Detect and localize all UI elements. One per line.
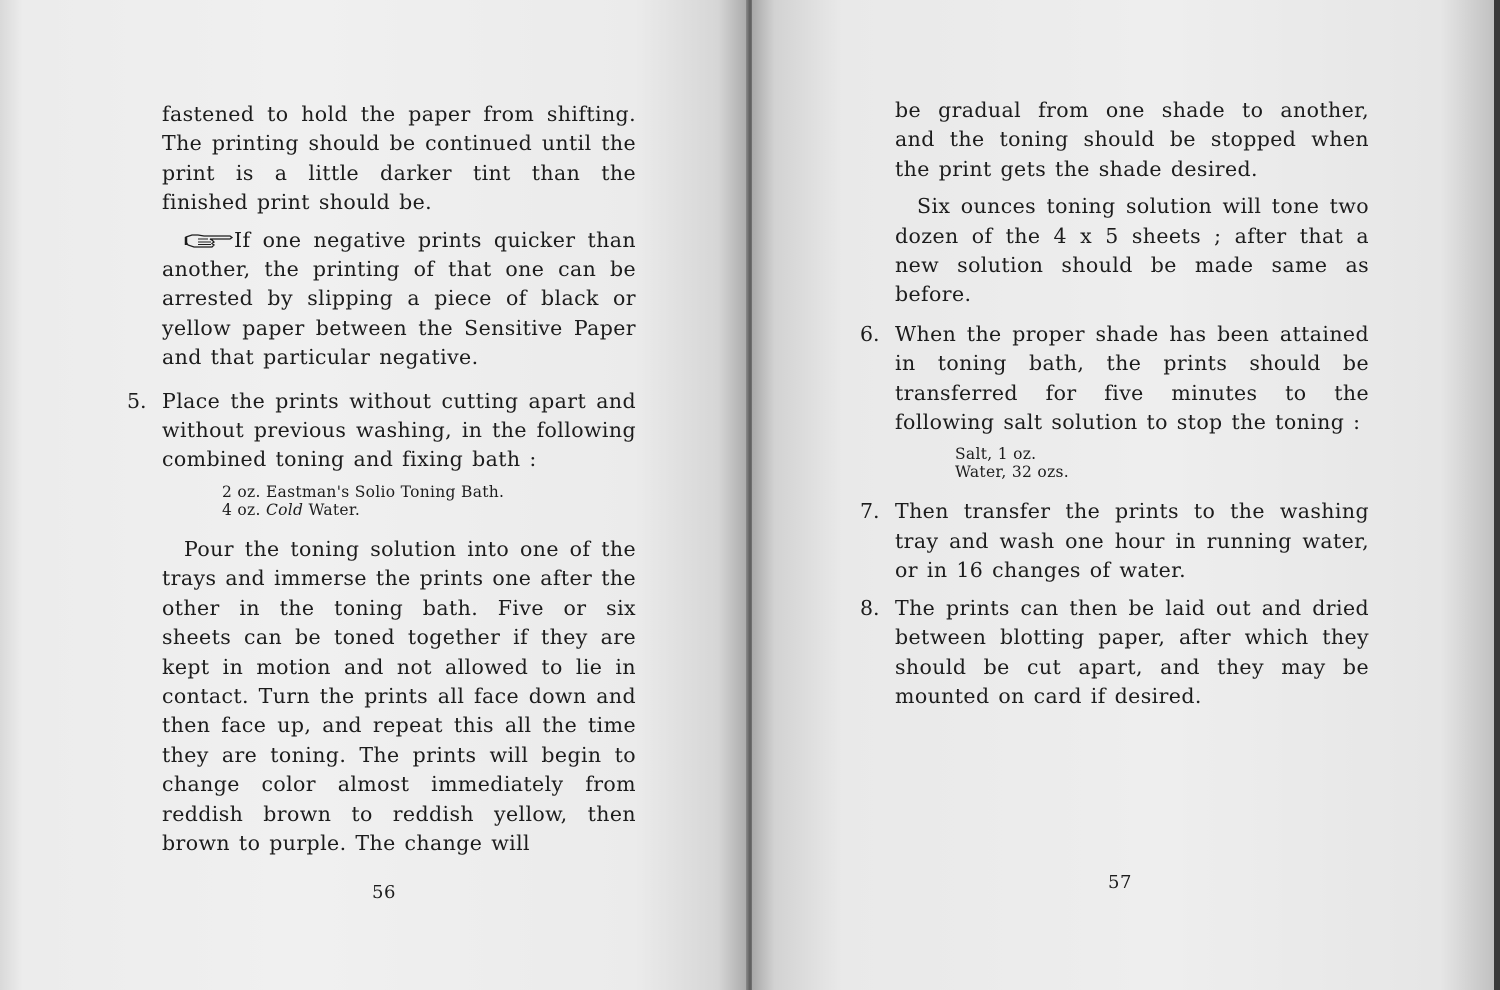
toning-bath-formula [222, 483, 636, 519]
page-number: 56 [372, 882, 396, 903]
paragraph: fastened to hold the paper from shifting. The printing should be continued until the print is a little darker tint than the finished print should be. [162, 102, 636, 215]
step-6 [860, 320, 1369, 438]
step-text: Place the prints without cutting apart and without previous washing, in the following combined toning and fixing bath : [162, 388, 636, 472]
step-7 [860, 497, 1369, 585]
formula-quantity: 4 oz. [222, 500, 261, 519]
step-8 [860, 594, 1369, 712]
formula-ingredient: Water. [308, 500, 361, 519]
step-number: 8. [860, 595, 880, 620]
step-text: When the proper shade has been attained in toning bath, the prints should be transferred for five minutes to the following salt solution to stop the toning : [895, 321, 1369, 435]
formula-line: 2 oz. Eastman's Solio Toning Bath. [222, 482, 505, 501]
left-text-column [127, 100, 636, 866]
step-text: Then transfer the prints to the washing tray and wash one hour in running water, or in 16 changes of water. [895, 499, 1369, 583]
step-number: 5. [127, 388, 147, 413]
paragraph-with-hand [162, 226, 636, 373]
right-text-column [860, 96, 1369, 719]
left-page [0, 0, 748, 990]
salt-solution-formula [955, 445, 1369, 481]
step-text: The prints can then be laid out and dried between blotting paper, after which they should be cut apart, and they may be mounted on card if desired. [895, 595, 1369, 708]
formula-line [222, 501, 636, 519]
pointing-hand-icon [184, 231, 234, 249]
right-page [752, 0, 1500, 990]
step-number: 7. [860, 499, 880, 524]
paragraph: be gradual from one shade to another, and the toning should be stopped when the print gets the shade desired. [895, 98, 1369, 181]
paragraph: Six ounces toning solution will tone two dozen of the 4 x 5 sheets ; after that a new solution should be made same as before. [895, 194, 1369, 307]
right-book-edge [1494, 0, 1500, 990]
paragraph-text: If one negative prints quicker than another, the printing of that one can be arrested by slipping a piece of black or yellow paper between the Sensitive Paper and that particular negative. [162, 227, 636, 370]
step-number: 6. [860, 321, 880, 346]
formula-emphasis: Cold [265, 500, 304, 519]
page-number: 57 [1108, 872, 1132, 893]
step-5 [127, 387, 636, 475]
formula-line: Salt, 1 oz. [955, 445, 1037, 464]
formula-line: Water, 32 ozs. [955, 463, 1070, 482]
paragraph: Pour the toning solution into one of the trays and immerse the prints one after the other in the toning bath. Five or six sheets can be toned together if they are kept in motion and not allowed to lie in contact. Turn the prints all face down and then face up, and repeat this all the time they are toning. The prints will begin to change color almost immediately from reddish brown to reddish yellow, then brown to purple. The change will [162, 536, 636, 855]
